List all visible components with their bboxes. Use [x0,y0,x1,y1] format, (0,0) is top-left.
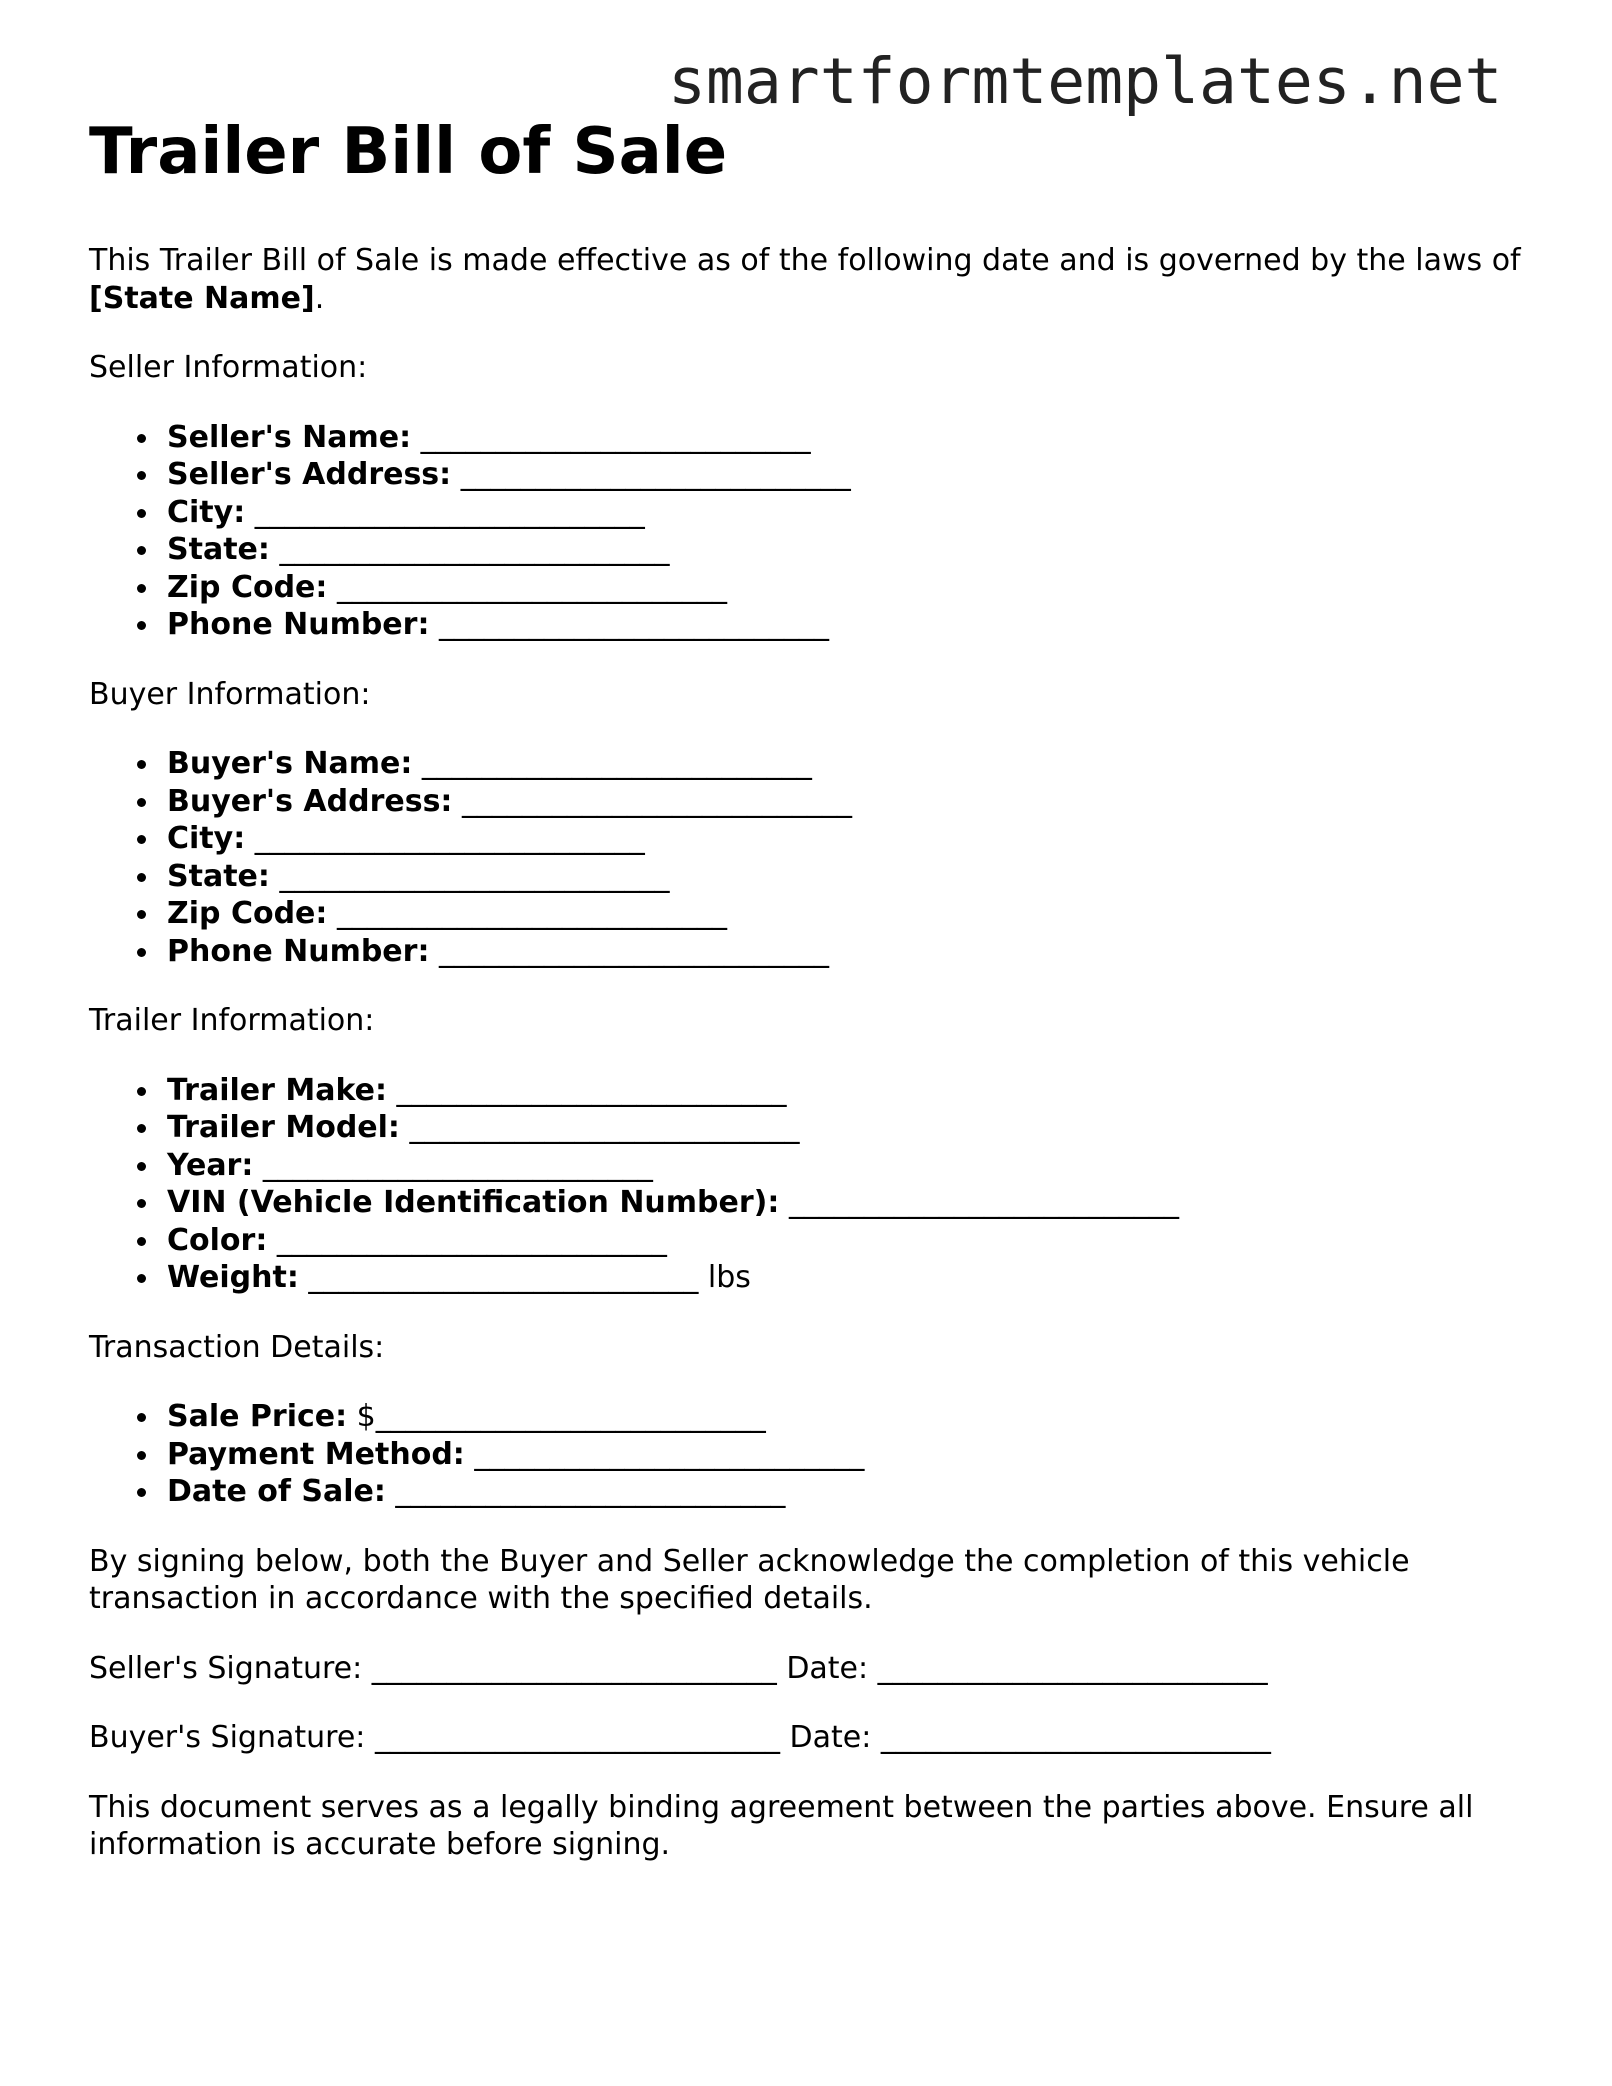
trailer-vin-blank[interactable]: __________________________ [788,1185,1179,1220]
trailer-weight-blank[interactable]: __________________________ [308,1260,699,1295]
list-item [167,1398,1529,1436]
field-label: Phone Number: [167,607,430,642]
field-label: Seller's Name: [167,419,412,455]
seller-section-heading: Seller Information: [89,350,368,385]
date-of-sale-blank[interactable]: __________________________ [395,1474,786,1509]
seller-signature-row [89,1650,1529,1688]
intro-period: . [314,280,325,316]
trailer-section-heading: Trailer Information: [89,1003,375,1038]
buyer-date-blank[interactable]: __________________________ [880,1720,1271,1755]
field-label: City: [167,821,246,856]
buyer-signature-row [89,1719,1529,1757]
currency-symbol: $ [356,1399,376,1434]
buyer-state-blank[interactable]: __________________________ [279,858,670,894]
field-label: City: [167,494,246,530]
trailer-model-blank[interactable]: __________________________ [409,1110,800,1145]
field-label: Date of Sale: [167,1474,386,1509]
seller-zip-blank[interactable]: __________________________ [336,569,727,605]
trailer-color-blank[interactable]: __________________________ [276,1222,667,1258]
buyer-name-blank[interactable]: __________________________ [421,746,812,781]
seller-address-blank[interactable]: __________________________ [460,457,851,492]
list-item [167,1259,1529,1297]
list-item [167,1109,1529,1147]
field-label: Trailer Make: [167,1072,387,1108]
state-name-placeholder: [State Name] [89,280,315,316]
buyer-date-label: Date: [789,1720,872,1755]
payment-method-blank[interactable]: __________________________ [474,1436,865,1472]
field-label: Phone Number: [167,933,430,969]
weight-unit: lbs [698,1260,751,1295]
list-item [167,606,1529,644]
list-item [167,1184,1529,1222]
list-item [167,569,1529,607]
field-label: State: [167,858,270,894]
list-item [167,1473,1529,1511]
seller-fields-list [89,419,1529,644]
intro-paragraph [89,242,1529,317]
field-label: Seller's Address: [167,457,452,492]
buyer-signature-blank[interactable]: ___________________________ [374,1720,780,1755]
buyer-signature-label: Buyer's Signature: [89,1720,366,1755]
field-label: Trailer Model: [167,1110,400,1145]
seller-signature-label: Seller's Signature: [89,1650,363,1686]
list-item [167,783,1529,821]
list-item [167,456,1529,494]
field-label: Sale Price: [167,1399,348,1434]
list-item [167,858,1529,896]
buyer-phone-blank[interactable]: __________________________ [439,933,829,969]
list-item [167,1072,1529,1110]
field-label: Payment Method: [167,1436,465,1472]
field-label: Zip Code: [167,896,328,931]
list-item [167,895,1529,933]
seller-state-blank[interactable]: __________________________ [279,532,670,567]
seller-name-blank[interactable]: __________________________ [420,419,811,455]
buyer-city-blank[interactable]: __________________________ [254,821,645,856]
list-item [167,933,1529,971]
buyer-address-blank[interactable]: __________________________ [461,783,852,819]
transaction-section-heading: Transaction Details: [89,1329,385,1365]
document [89,112,1529,1864]
seller-phone-blank[interactable]: __________________________ [439,607,829,642]
sale-price-blank[interactable]: __________________________ [375,1399,766,1434]
intro-text: This Trailer Bill of Sale is made effective as of the following date and is governed by the laws of [89,243,1521,278]
trailer-year-blank[interactable]: __________________________ [262,1147,653,1183]
transaction-fields-list [89,1398,1529,1511]
field-label: Zip Code: [167,569,328,605]
page-title: Trailer Bill of Sale [89,115,728,189]
field-label: Buyer's Address: [167,783,453,819]
watermark: smartformtemplates.net [668,45,1503,118]
list-item [167,1147,1529,1185]
acknowledgement-paragraph: By signing below, both the Buyer and Seller acknowledge the completion of this vehicle transaction in accordance with the specified details. [89,1543,1410,1616]
seller-date-blank[interactable]: __________________________ [877,1650,1268,1686]
buyer-section-heading: Buyer Information: [89,676,371,712]
seller-signature-blank[interactable]: ___________________________ [371,1650,777,1686]
seller-date-label: Date: [786,1650,869,1686]
closing-paragraph: This document serves as a legally binding agreement between the parties above. Ensure all information is accurate before signing. [89,1789,1474,1862]
trailer-fields-list [89,1072,1529,1297]
field-label: Year: [167,1147,254,1183]
list-item [167,820,1529,858]
buyer-fields-list [89,745,1529,970]
list-item [167,745,1529,783]
list-item [167,1222,1529,1260]
list-item [167,494,1529,532]
list-item [167,419,1529,457]
field-label: VIN (Vehicle Identification Number): [167,1185,780,1220]
buyer-zip-blank[interactable]: __________________________ [336,896,727,931]
field-label: Color: [167,1222,268,1258]
trailer-make-blank[interactable]: __________________________ [396,1072,787,1108]
field-label: Buyer's Name: [167,746,413,781]
field-label: State: [167,532,270,567]
field-label: Weight: [167,1260,299,1295]
seller-city-blank[interactable]: __________________________ [254,494,645,530]
list-item [167,531,1529,569]
list-item [167,1436,1529,1474]
